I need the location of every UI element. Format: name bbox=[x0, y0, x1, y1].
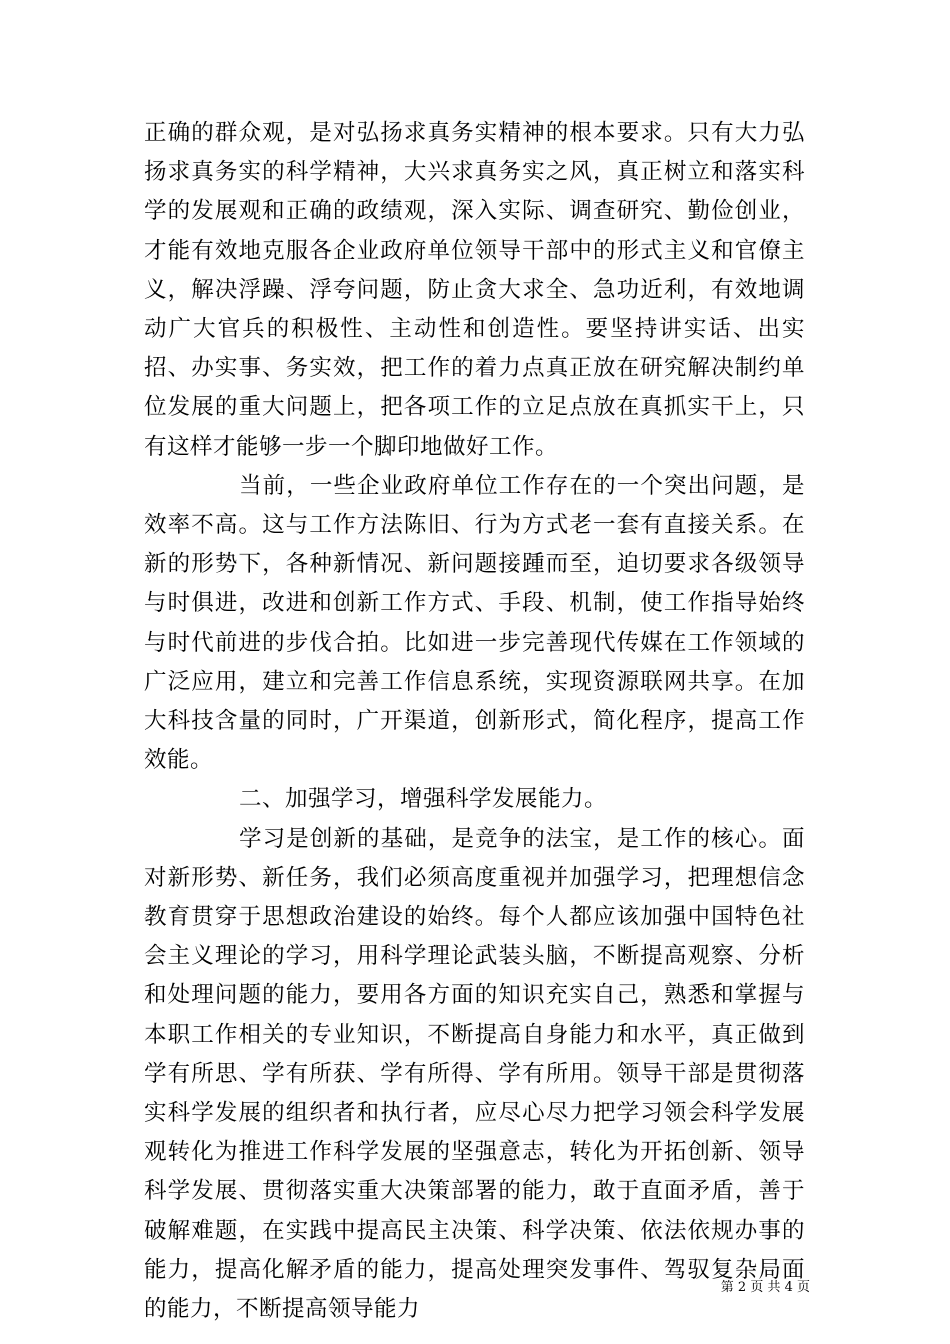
paragraph-continuation: 正确的群众观，是对弘扬求真务实精神的根本要求。只有大力弘扬求真务实的科学精神，大兴求真务实之风，真正树立和落实科学的发展观和正确的政绩观，深入实际、调查研究、勤俭创业，才能有效地克服各企业政府单位领导干部中的形式主义和官僚主义，解决浮躁、浮夸问题，防止贪大求全、急功近利，有效地调动广大官兵的积极性、主动性和创造性。要坚持讲实话、出实招、办实事、务实效，把工作的着力点真正放在研究解决制约单位发展的重大问题上，把各项工作的立足点放在真抓实干上，只有这样才能够一步一个脚印地做好工作。 bbox=[144, 120, 805, 460]
section-heading-study: 二、加强学习，增强科学发展能力。 bbox=[239, 786, 608, 813]
paragraph-study: 学习是创新的基础，是竞争的法宝，是工作的核心。面对新形势、新任务，我们必须高度重视并加强学习，把理想信念教育贯穿于思想政治建设的始终。每个人都应该加强中国特色社会主义理论的学习，用科学理论武装头脑，不断提高观察、分析和处理问题的能力，要用各方面的知识充实自己，熟悉和掌握与本职工作相关的专业知识，不断提高自身能力和水平，真正做到学有所思、学有所获、学有所得、学有所用。领导干部是贯彻落实科学发展的组织者和执行者，应尽心尽力把学习领会科学发展观转化为推进工作科学发展的坚强意志，转化为开拓创新、领导科学发展、贯彻落实重大决策部署的能力，敢于直面矛盾，善于破解难题，在实践中提高民主决策、科学决策、依法依规办事的能力，提高化解矛盾的能力，提高处理突发事件、驾驭复杂局面的能力，不断提高领导能力 bbox=[144, 825, 805, 1323]
paragraph-efficiency: 当前，一些企业政府单位工作存在的一个突出问题，是效率不高。这与工作方法陈旧、行为方式老一套有直接关系。在新的形势下，各种新情况、新问题接踵而至，迫切要求各级领导与时俱进，改进和创新工作方式、手段、机制，使工作指导始终与时代前进的步伐合拍。比如进一步完善现代传媒在工作领域的广泛应用，建立和完善工作信息系统，实现资源联网共享。在加大科技含量的同时，广开渠道，创新形式，简化程序，提高工作效能。 bbox=[144, 472, 805, 774]
page-number-footer: 第 2 页 共 4 页 bbox=[720, 1280, 810, 1295]
document-body bbox=[144, 114, 805, 1329]
